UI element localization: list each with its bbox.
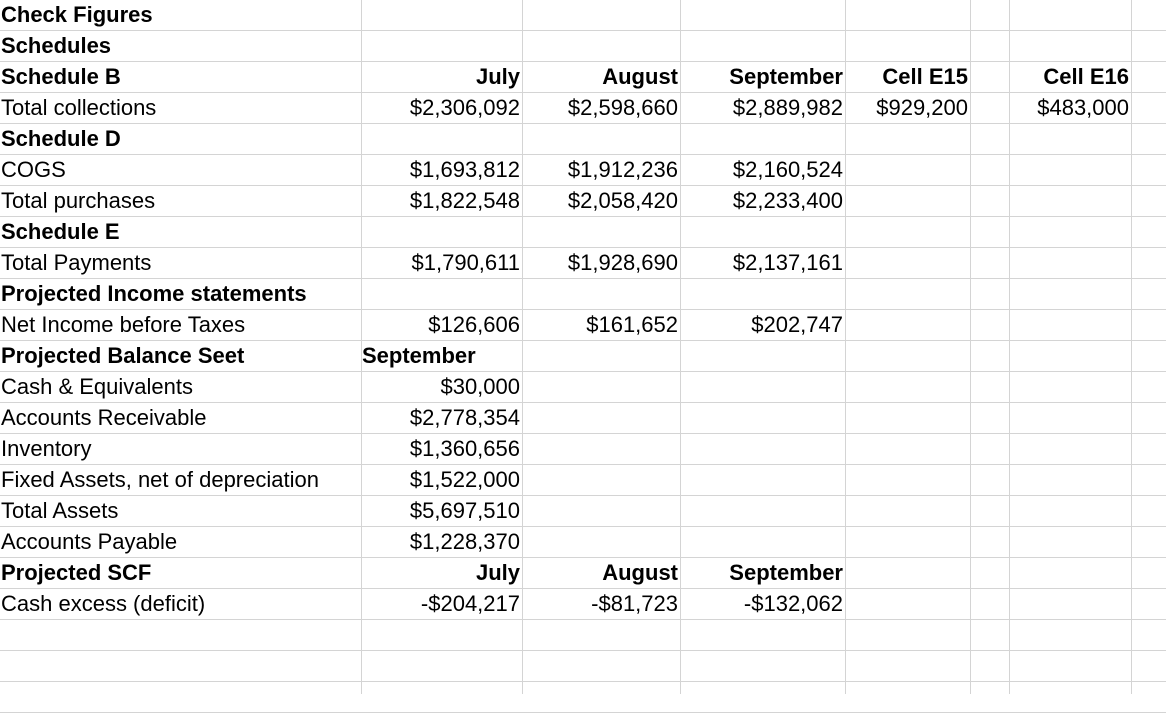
- value-cell[interactable]: $2,598,660: [567, 95, 678, 120]
- value-cell[interactable]: September: [362, 343, 476, 368]
- value-cell[interactable]: September: [729, 560, 843, 585]
- row-label-cell[interactable]: Total purchases: [1, 188, 156, 213]
- value-cell[interactable]: $1,822,548: [409, 188, 520, 213]
- value-cell[interactable]: $2,160,524: [732, 157, 843, 182]
- row-label-cell[interactable]: Schedule B: [1, 64, 121, 89]
- value-cell[interactable]: $1,790,611: [411, 250, 520, 275]
- value-cell[interactable]: $2,778,354: [409, 405, 520, 430]
- value-cell[interactable]: $1,928,690: [567, 250, 678, 275]
- row-label-cell[interactable]: Schedule D: [1, 126, 121, 151]
- row-label-cell[interactable]: Schedules: [1, 33, 112, 58]
- value-cell[interactable]: $1,228,370: [409, 529, 520, 554]
- value-cell[interactable]: August: [602, 560, 678, 585]
- row-label-cell[interactable]: Cash excess (deficit): [1, 591, 206, 616]
- row-label-cell[interactable]: Projected Balance Seet: [1, 343, 245, 368]
- row-label-cell[interactable]: Inventory: [1, 436, 92, 461]
- value-cell[interactable]: $202,747: [751, 312, 843, 337]
- row-label-cell[interactable]: Total Assets: [1, 498, 119, 523]
- row-label-cell[interactable]: Total Payments: [1, 250, 152, 275]
- row-label-cell[interactable]: Projected Income statements: [1, 281, 307, 306]
- row-label-cell[interactable]: Projected SCF: [1, 560, 152, 585]
- row-label-cell[interactable]: Cash & Equivalents: [1, 374, 193, 399]
- row-gridline: [0, 681, 1166, 682]
- value-cell[interactable]: $2,889,982: [732, 95, 843, 120]
- value-cell[interactable]: July: [475, 64, 520, 89]
- value-cell[interactable]: $2,306,092: [409, 95, 520, 120]
- value-cell[interactable]: $30,000: [440, 374, 520, 399]
- value-cell[interactable]: August: [602, 64, 678, 89]
- value-cell[interactable]: $1,693,812: [409, 157, 520, 182]
- value-cell[interactable]: $483,000: [1037, 95, 1129, 120]
- row-label-cell[interactable]: Accounts Receivable: [1, 405, 207, 430]
- column-gridline: [1131, 0, 1132, 694]
- value-cell[interactable]: -$132,062: [743, 591, 843, 616]
- row-label-cell[interactable]: Fixed Assets, net of depreciation: [1, 467, 319, 492]
- row-label-cell[interactable]: COGS: [1, 157, 66, 182]
- value-cell[interactable]: [970, 92, 1009, 123]
- value-cell[interactable]: -$204,217: [420, 591, 520, 616]
- value-cell[interactable]: $1,522,000: [409, 467, 520, 492]
- row-gridline: [0, 619, 1166, 620]
- value-cell[interactable]: $2,137,161: [732, 250, 843, 275]
- value-cell[interactable]: July: [475, 560, 520, 585]
- value-cell[interactable]: -$81,723: [591, 591, 678, 616]
- value-cell[interactable]: [970, 61, 1009, 92]
- value-cell[interactable]: Cell E15: [882, 64, 968, 89]
- row-label-cell[interactable]: Accounts Payable: [1, 529, 178, 554]
- row-label-cell[interactable]: Net Income before Taxes: [1, 312, 246, 337]
- value-cell[interactable]: $1,912,236: [567, 157, 678, 182]
- value-cell[interactable]: $161,652: [586, 312, 678, 337]
- value-cell[interactable]: $126,606: [428, 312, 520, 337]
- value-cell[interactable]: $929,200: [876, 95, 968, 120]
- value-cell[interactable]: $2,233,400: [732, 188, 843, 213]
- value-cell[interactable]: $2,058,420: [567, 188, 678, 213]
- value-cell[interactable]: $1,360,656: [409, 436, 520, 461]
- value-cell[interactable]: $5,697,510: [409, 498, 520, 523]
- row-label-cell[interactable]: Check Figures: [1, 2, 153, 27]
- value-cell[interactable]: September: [729, 64, 843, 89]
- row-label-cell[interactable]: Schedule E: [1, 219, 120, 244]
- row-gridline: [0, 650, 1166, 651]
- value-cell[interactable]: Cell E16: [1043, 64, 1129, 89]
- row-label-cell[interactable]: Total collections: [1, 95, 157, 120]
